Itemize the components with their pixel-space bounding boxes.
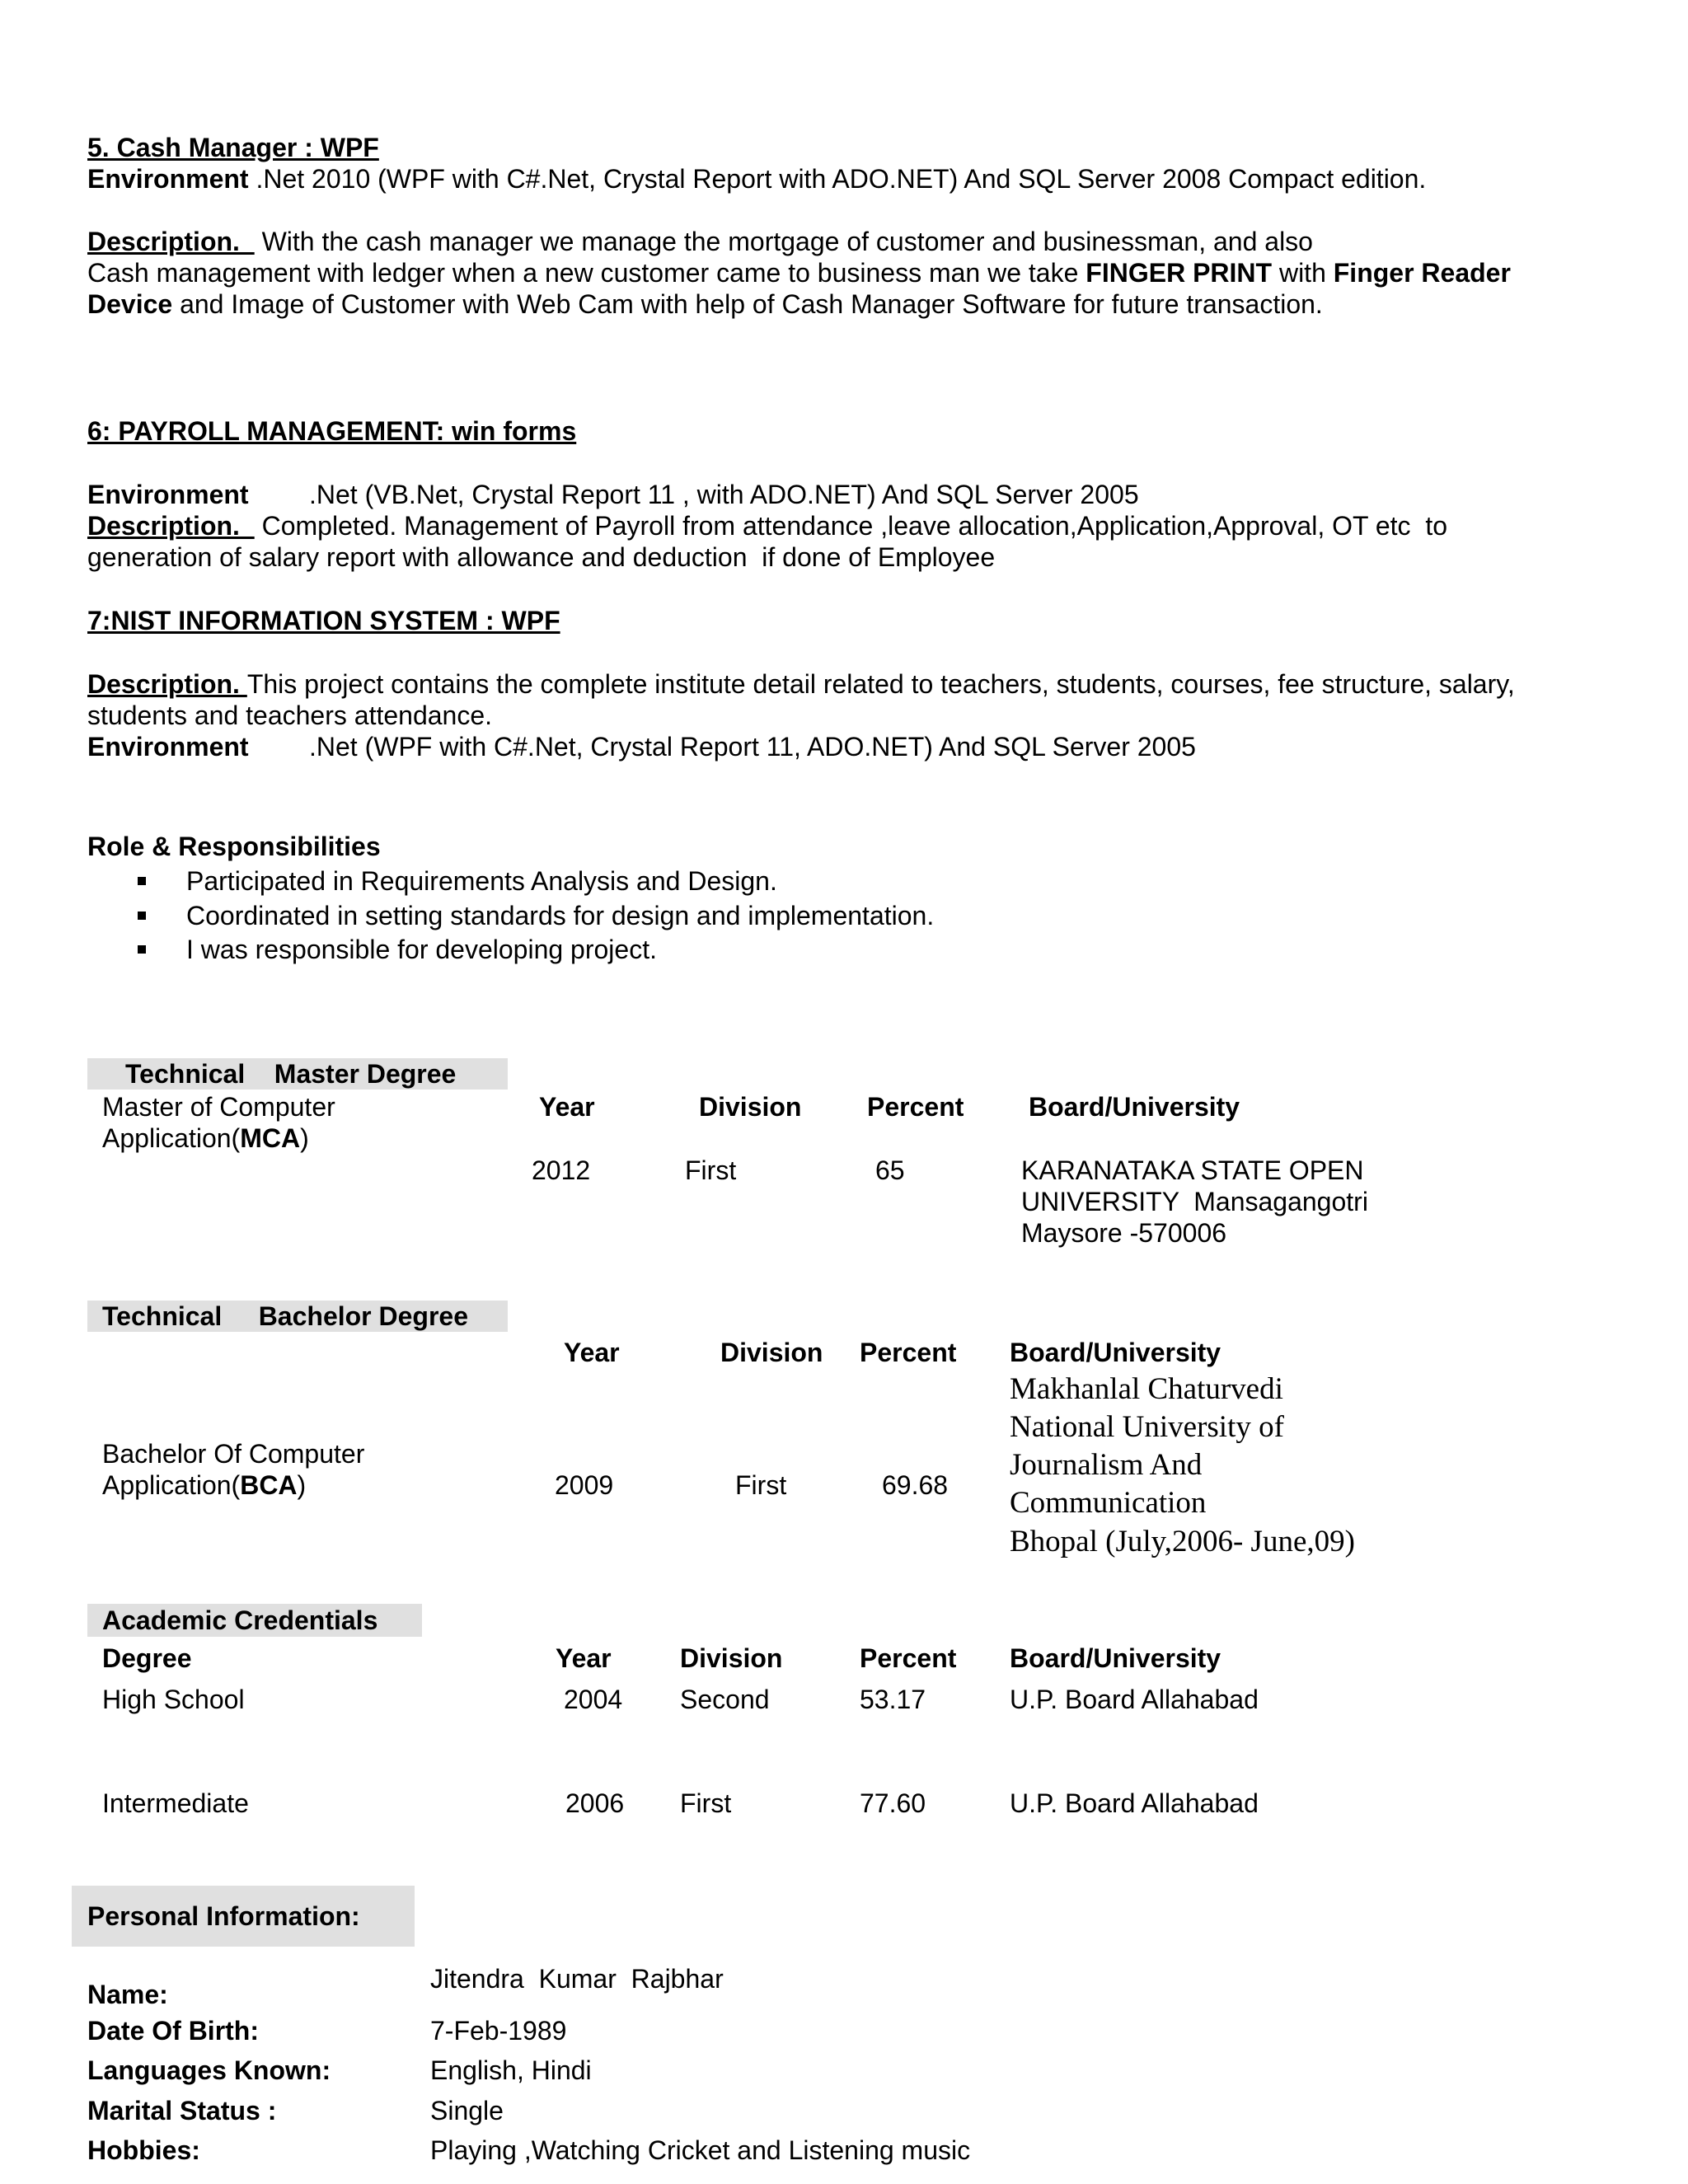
project7-desc-line1	[87, 668, 1515, 700]
role-item: Coordinated in setting standards for design and implementation.	[186, 901, 935, 930]
bachelor-division: First	[735, 1470, 787, 1500]
bachelor-degree-line2	[102, 1469, 306, 1501]
bachelor-degree-line1: Bachelor Of Computer	[102, 1439, 365, 1469]
desc-label: Description.	[87, 227, 255, 256]
master-col-year: Year	[539, 1092, 595, 1122]
academic-row-degree: Intermediate	[102, 1788, 249, 1818]
personal-value-dob: 7-Feb-1989	[430, 2016, 567, 2046]
personal-header: Personal Information:	[87, 1901, 360, 1931]
project7-title: 7:NIST INFORMATION SYSTEM : WPF	[87, 606, 560, 635]
desc-label: Description.	[87, 511, 255, 541]
personal-label-dob: Date Of Birth:	[87, 2016, 259, 2046]
roles-title: Role & Responsibilities	[87, 832, 381, 861]
project6-title: 6: PAYROLL MANAGEMENT: win forms	[87, 416, 577, 446]
personal-value-name: Jitendra Kumar Rajbhar	[430, 1964, 724, 1994]
master-board-line2: UNIVERSITY Mansagangotri	[1021, 1187, 1368, 1216]
master-board-line3: Maysore -570006	[1021, 1218, 1227, 1248]
bachelor-board-line2: National University of	[1010, 1410, 1284, 1444]
project7-env-label: Environment	[87, 732, 249, 762]
academic-col-percent: Percent	[860, 1643, 957, 1673]
master-division: First	[685, 1155, 737, 1185]
bullet-icon	[138, 912, 146, 920]
desc-text: This project contains the complete institute detail related to teachers, students, courses, fee structure, salary,	[246, 669, 1515, 699]
desc-bold: FINGER PRINT	[1085, 258, 1273, 288]
master-header: Technical Master Degree	[125, 1059, 457, 1089]
academic-row-degree: High School	[102, 1685, 245, 1714]
degree-abbr: MCA	[240, 1123, 301, 1153]
project5-desc-line3	[87, 288, 1323, 320]
master-degree-line2	[102, 1122, 309, 1154]
personal-label-hobbies: Hobbies:	[87, 2135, 200, 2165]
degree-text: )	[300, 1123, 309, 1153]
desc-text: With the cash manager we manage the mortgage of customer and businessman, and also	[254, 227, 1313, 256]
role-item: Participated in Requirements Analysis and Design.	[186, 866, 777, 896]
bachelor-percent: 69.68	[882, 1470, 949, 1500]
bachelor-board-line3: Journalism And	[1010, 1448, 1203, 1482]
bachelor-col-percent: Percent	[860, 1338, 957, 1367]
degree-text: )	[297, 1470, 307, 1500]
personal-label-marital: Marital Status :	[87, 2096, 277, 2125]
master-percent: 65	[875, 1155, 905, 1185]
personal-value-hobbies: Playing ,Watching Cricket and Listening music	[430, 2135, 971, 2165]
desc-text: Cash management with ledger when a new customer came to business man we take	[87, 258, 1086, 288]
academic-row-division: Second	[680, 1685, 770, 1714]
desc-bold: Device	[87, 289, 173, 319]
bachelor-board-line1: Makhanlal Chaturvedi	[1010, 1372, 1283, 1406]
desc-text: and Image of Customer with Web Cam with help of Cash Manager Software for future transaction.	[172, 289, 1323, 319]
project7-desc-line2: students and teachers attendance.	[87, 701, 493, 730]
bachelor-col-board: Board/University	[1010, 1338, 1221, 1367]
master-col-percent: Percent	[867, 1092, 964, 1122]
master-degree-line1: Master of Computer	[102, 1092, 335, 1122]
academic-row-board: U.P. Board Allahabad	[1010, 1788, 1259, 1818]
bachelor-board-line5: Bhopal (July,2006- June,09)	[1010, 1525, 1355, 1558]
personal-value-languages: English, Hindi	[430, 2055, 592, 2085]
desc-text: with	[1272, 258, 1334, 288]
academic-row-division: First	[680, 1788, 732, 1818]
project7-env-text: .Net (WPF with C#.Net, Crystal Report 11, ADO.NET) And SQL Server 2005	[309, 732, 1196, 762]
project6-env-text: .Net (VB.Net, Crystal Report 11 , with ADO.NET) And SQL Server 2005	[309, 480, 1139, 509]
academic-row-year: 2006	[565, 1788, 625, 1818]
role-item: I was responsible for developing project.	[186, 935, 657, 964]
project5-environment	[87, 163, 1426, 194]
env-label: Environment	[87, 164, 249, 194]
project5-title: 5. Cash Manager : WPF	[87, 133, 379, 162]
desc-label: Description.	[87, 669, 247, 699]
personal-value-marital: Single	[430, 2096, 504, 2125]
degree-text: Application(	[102, 1470, 241, 1500]
academic-header: Academic Credentials	[102, 1605, 378, 1635]
project5-desc-line1	[87, 226, 1313, 257]
project6-env-label: Environment	[87, 480, 249, 509]
academic-col-degree: Degree	[102, 1643, 192, 1673]
degree-text: Application(	[102, 1123, 241, 1153]
master-board-line1: KARANATAKA STATE OPEN	[1021, 1155, 1364, 1185]
bachelor-col-division: Division	[720, 1338, 823, 1367]
academic-row-percent: 53.17	[860, 1685, 926, 1714]
academic-col-board: Board/University	[1010, 1643, 1221, 1673]
desc-text: Completed. Management of Payroll from attendance ,leave allocation,Application,Approval, OT etc to	[254, 511, 1448, 541]
bachelor-year: 2009	[555, 1470, 614, 1500]
academic-row-year: 2004	[564, 1685, 623, 1714]
master-year: 2012	[532, 1155, 591, 1185]
academic-col-division: Division	[680, 1643, 783, 1673]
degree-abbr: BCA	[240, 1470, 298, 1500]
env-text: .Net 2010 (WPF with C#.Net, Crystal Report with ADO.NET) And SQL Server 2008 Compact edition.	[248, 164, 1427, 194]
project5-desc-line2	[87, 257, 1511, 288]
bullet-icon	[138, 877, 146, 885]
bachelor-header: Technical Bachelor Degree	[102, 1301, 469, 1331]
academic-row-board: U.P. Board Allahabad	[1010, 1685, 1259, 1714]
personal-label-languages: Languages Known:	[87, 2055, 331, 2085]
desc-bold: Finger Reader	[1333, 258, 1511, 288]
project6-desc-line2: generation of salary report with allowance and deduction if done of Employee	[87, 542, 996, 572]
project6-desc-line1	[87, 510, 1447, 541]
master-col-division: Division	[699, 1092, 802, 1122]
bachelor-col-year: Year	[564, 1338, 620, 1367]
academic-col-year: Year	[556, 1643, 612, 1673]
personal-label-name: Name:	[87, 1980, 168, 2009]
academic-row-percent: 77.60	[860, 1788, 926, 1818]
master-col-board: Board/University	[1029, 1092, 1240, 1122]
bachelor-board-line4: Communication	[1010, 1486, 1207, 1520]
bullet-icon	[138, 945, 146, 954]
